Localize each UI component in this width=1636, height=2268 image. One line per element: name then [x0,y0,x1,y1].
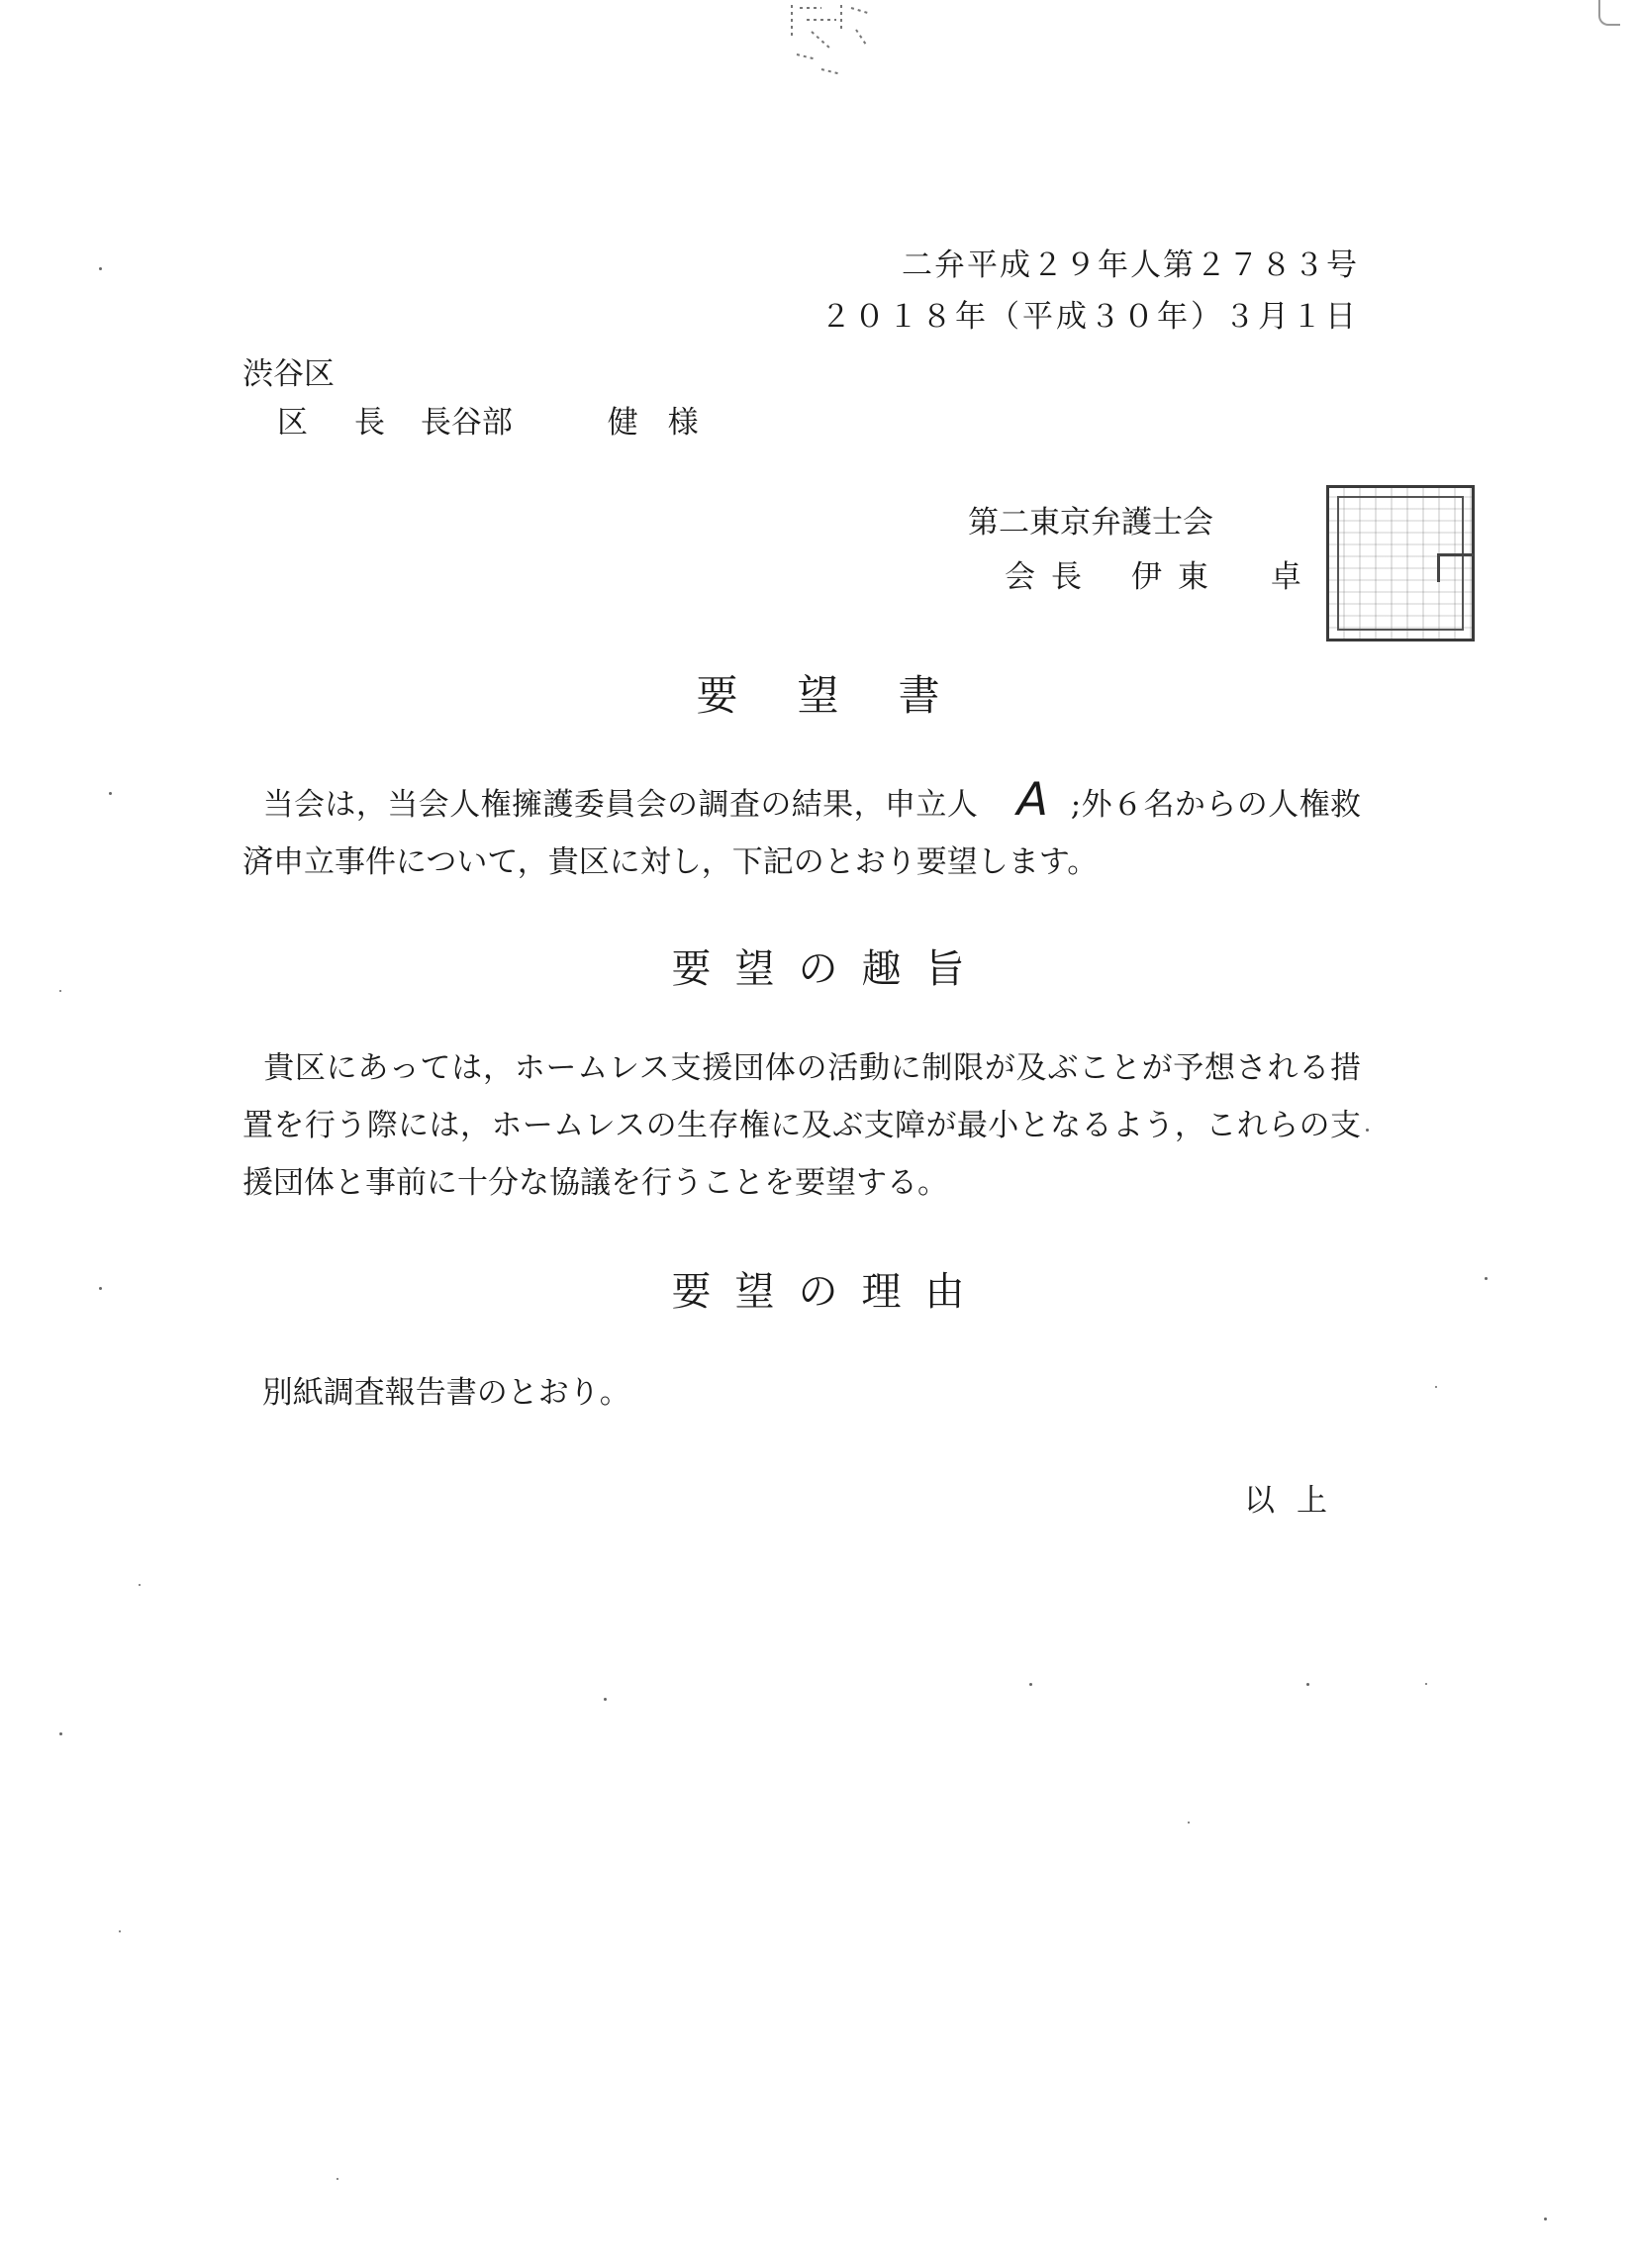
scan-speck [99,267,102,270]
scan-speck [1366,1129,1369,1132]
scan-speck [1029,1683,1032,1686]
scan-speck [59,990,61,992]
document-date: ２０１８年（平成３０年）３月１日 [820,299,1359,335]
sender-name: 伊東 卓 [1130,559,1317,595]
recipient-ward: 渋谷区 [242,356,335,392]
applicant-name: A [1011,772,1055,826]
scan-speck [1188,1822,1190,1824]
section-heading-purpose: 要望の趣旨 [671,946,989,992]
purpose-text: 貴区にあっては，ホームレス支援団体の活動に制限が及ぶことが予想される措置を行う際には，ホームレスの生存権に及ぶ支障が最小となるよう，これらの支援団体と事前に十分な協議を行うことを要望する。 [242,1050,1361,1201]
scan-speck [99,1287,102,1290]
scan-speck [1544,2218,1547,2220]
recipient-surname: 長谷部 [420,405,513,441]
scan-speck [1306,1683,1309,1686]
scan-speck [139,1584,141,1586]
scan-speck [1435,1386,1437,1388]
intro-before-name: 当会は，当会人権擁護委員会の調査の結果，申立人 [262,787,979,823]
scan-stamp-mark [782,0,881,89]
scan-speck [1425,1683,1427,1685]
scan-speck [109,792,112,795]
section-body-purpose [242,1039,1361,1212]
recipient-title: 区 長 [277,405,393,441]
scan-speck [1485,1277,1488,1280]
scan-speck [119,1930,121,1932]
recipient-line [277,403,699,443]
closing-mark: 以上 [1244,1483,1349,1519]
intro-after-name: ;外６名からの人権救済申立事件について，貴区に対し，下記のとおり要望します。 [242,787,1361,880]
document-title: 要望書 [696,671,1000,720]
recipient-honorific: 様 [667,405,699,441]
official-seal [1326,485,1475,641]
scan-speck [59,1732,62,1735]
section-body-reason [242,1364,1361,1422]
reason-text: 別紙調査報告書のとおり。 [261,1375,630,1411]
sender-organization: 第二東京弁護士会 [968,505,1213,541]
scan-speck [604,1698,607,1701]
intro-paragraph [242,770,1361,891]
document-number: 二弁平成２９年人第２７８３号 [902,247,1359,283]
sender-president-line [1005,557,1317,597]
corner-mark [1598,0,1620,26]
sender-position: 会長 [1005,559,1098,595]
recipient-given-name: 健 [607,405,638,441]
section-heading-reason: 要望の理由 [671,1269,989,1315]
scan-speck [337,2178,338,2180]
